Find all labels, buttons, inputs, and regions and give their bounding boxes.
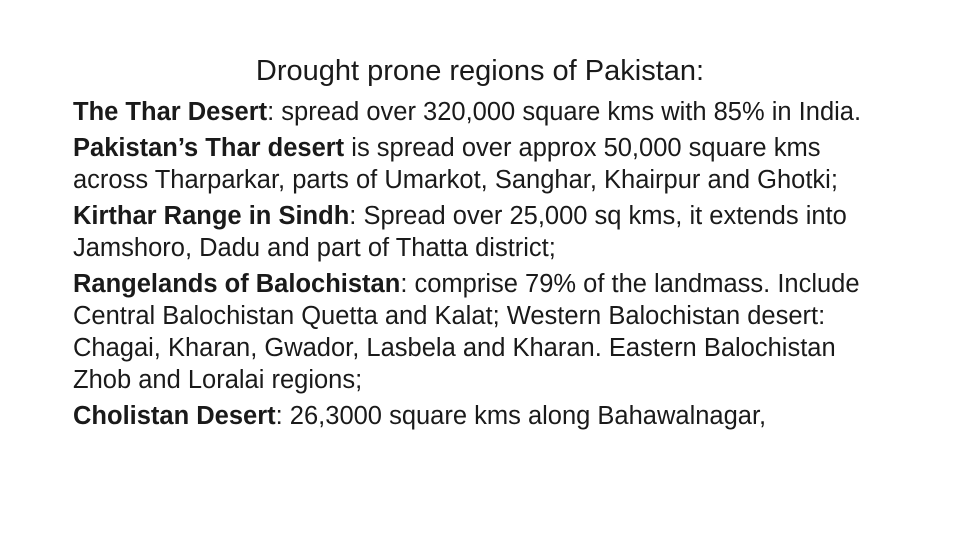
paragraph-balochistan-rangelands (73, 268, 893, 396)
paragraph-text: is spread over approx 50,000 square kms across Tharparkar, parts of Umarkot, Sanghar, Khairpur and Ghotki; (73, 134, 838, 194)
paragraph-kirthar-range (73, 200, 893, 264)
paragraph-text: : 26,3000 square kms along Bahawalnagar, (275, 402, 767, 430)
paragraph-text: : spread over 320,000 square kms with 85% in India. (267, 98, 862, 126)
paragraph-heading: Cholistan Desert (73, 402, 276, 430)
paragraph-heading: Kirthar Range in Sindh (73, 202, 350, 230)
paragraph-heading: Pakistan’s Thar desert (73, 134, 345, 162)
slide-body (73, 96, 893, 436)
paragraph-heading: The Thar Desert (73, 98, 268, 126)
slide-title: Drought prone regions of Pakistan: (255, 55, 705, 87)
paragraph-thar-desert (73, 96, 893, 128)
paragraph-text: : Spread over 25,000 sq kms, it extends into Jamshoro, Dadu and part of Thatta district; (73, 202, 847, 262)
paragraph-text: : comprise 79% of the landmass. Include Central Balochistan Quetta and Kalat; Western Balochistan desert: Chagai, Kharan, Gwador, Lasbela and Kharan. Eastern Balochistan Zhob and Loralai regions; (73, 270, 860, 394)
paragraph-pakistan-thar (73, 132, 893, 196)
paragraph-cholistan-desert (73, 400, 893, 432)
paragraph-heading: Rangelands of Balochistan (73, 270, 401, 298)
